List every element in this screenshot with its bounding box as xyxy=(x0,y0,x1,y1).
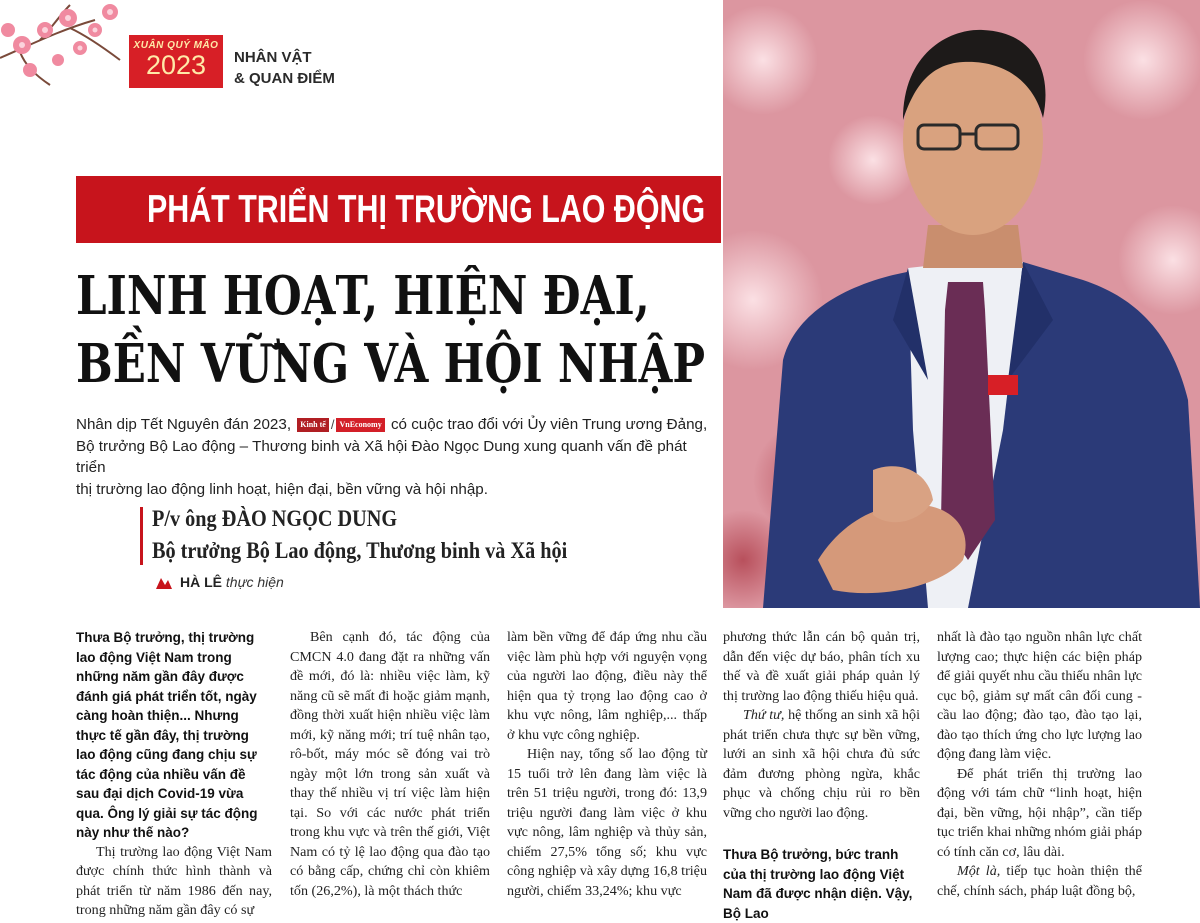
column-5-paragraph-3 xyxy=(937,862,1142,901)
author-name: HÀ LÊ xyxy=(180,574,222,590)
logo-separator: / xyxy=(330,417,335,432)
headline xyxy=(76,262,706,398)
year-badge xyxy=(129,35,223,88)
column-5-lead: Một là, xyxy=(957,863,1001,879)
column-3-paragraph-1: làm bền vững để đáp ứng nhu cầu việc làm phù hợp với nguyện vọng của người lao động, điều này thể hiện qua tỷ trọng lao động cao ở khu vực nông, lâm nghiệp,... thấp ở khu vực công nghiệp. xyxy=(507,629,707,743)
intro-text-1: Nhân dịp Tết Nguyên đán 2023, xyxy=(76,416,292,433)
cherry-blossom-icon xyxy=(0,0,140,100)
headline-line-2: BỀN VỮNG VÀ HỘI NHẬP xyxy=(76,333,706,395)
column-5-paragraph-2: Để phát triển thị trường lao động với tám chữ “linh hoạt, hiện đại, bền vững, hội nhập”, cần tiếp tục triển khai những nhóm giải pháp có tính căn cơ, lâu dài. xyxy=(937,765,1142,860)
topic-banner-text: PHÁT TRIỂN THỊ TRƯỜNG LAO ĐỘNG xyxy=(146,188,706,231)
column-5 xyxy=(937,628,1142,901)
badge-year: 2023 xyxy=(145,50,207,80)
question-2: Thưa Bộ trưởng, bức tranh của thị trường lao động Việt Nam đã được nhận diện. Vậy, Bộ Lao xyxy=(723,847,913,921)
intro-line-3: thị trường lao động linh hoạt, hiện đại, bền vững và hội nhập. xyxy=(76,480,488,498)
section-line-2: & QUAN ĐIỂM xyxy=(234,70,335,87)
intro-text-2: có cuộc trao đổi với Ủy viên Trung ương Đảng, xyxy=(390,416,708,433)
interviewee-name: P/v ông ĐÀO NGỌC DUNG xyxy=(152,506,398,531)
column-2-paragraph: Bên cạnh đó, tác động của CMCN 4.0 đang đặt ra những vấn đề mới, đó là: nhiều việc làm, kỹ năng cũ sẽ mất đi hoặc giảm mạnh, đồng thời xuất hiện nhiều việc làm mới, kỹ năng mới; trí tuệ nhân tạo, rô-bốt, máy móc sẽ đóng vai trò ngày một lớn trong sản xuất và thay thế nhiều vị trí việc làm hiện tại. So với các nước phát triển trong khu vực và trên thế giới, Việt Nam có tỷ lệ lao động qua đào tạo có bằng cấp, chứng chỉ còn khiêm tốn (26,2%), là một thách thức xyxy=(290,629,490,899)
intro-paragraph xyxy=(76,414,716,500)
column-1 xyxy=(76,628,272,921)
column-4-lead: Thứ tư, xyxy=(743,707,785,723)
intro-line-2: Bộ trưởng Bộ Lao động – Thương binh và Xã hội Đào Ngọc Dung xung quanh vấn đề phát triển xyxy=(76,437,687,476)
topic-banner xyxy=(76,176,721,243)
author-credit xyxy=(180,574,284,590)
column-2 xyxy=(290,628,490,901)
interviewee-title: Bộ trưởng Bộ Lao động, Thương binh và Xã hội xyxy=(152,538,568,563)
column-4 xyxy=(723,628,920,923)
section-line-1: NHÂN VẬT xyxy=(234,49,312,66)
minister-photo xyxy=(723,0,1200,608)
column-5-text: tiếp tục hoàn thiện thể chế, chính sách, pháp luật đồng bộ, xyxy=(937,863,1142,899)
vneconomy-logo: VnEconomy xyxy=(336,418,384,432)
question-1: Thưa Bộ trưởng, thị trường lao động Việt Nam trong những năm gần đây được đánh giá phát triển tốt, ngày càng hoàn thiện... Nhưng thực tế gần đây, thị trường lao động cũng đang chịu sự tác động của nhiều vấn đề sau đại dịch Covid-19 vừa qua. Ông lý giải sự tác động này như thế nào? xyxy=(76,630,258,840)
badge-subtitle: XUÂN QUÝ MÃO xyxy=(133,40,219,51)
column-3 xyxy=(507,628,707,901)
kinh-te-logo: Kinh tế xyxy=(297,418,329,432)
column-3-paragraph-2: Hiện nay, tổng số lao động từ 15 tuổi trở lên đang làm việc là trên 51 triệu người, trong đó: 13,9 triệu người đang làm việc ở khu vực nông, lâm nghiệp và thủy sản, chiếm 27,5% tổng số; khu vực công nghiệp và xây dựng 16,8 triệu người, chiếm 33,24%; khu vực xyxy=(507,746,707,899)
intro-line-1 xyxy=(76,414,716,436)
author-brand-icon xyxy=(155,576,173,590)
column-5-paragraph-1: nhất là đào tạo nguồn nhân lực chất lượng cao; thực hiện các biện pháp để giải quyết nhu cầu thiếu nhân lực cục bộ, giảm sự mất cân đối cung - cầu lao động; đào tạo, đào tạo lại, đào tạo thích ứng cho lực lượng lao động đang làm việc. xyxy=(937,629,1142,762)
column-4-paragraph-2 xyxy=(723,706,920,823)
section-label xyxy=(234,47,335,89)
answer-1: Thị trường lao động Việt Nam được chính thức hình thành và phát triển từ năm 1986 đến nay, trong những năm gần đây có sự xyxy=(76,843,272,918)
column-4-paragraph-1: phương thức lẫn cán bộ quản trị, dẫn đến việc dự báo, phân tích xu thế và đề xuất giải pháp quản lý thị trường lao động thiếu hiệu quả. xyxy=(723,629,920,704)
column-4-text: hệ thống an sinh xã hội phát triển chưa thực sự bền vững, lưới an sinh xã hội chưa đủ sức đảm đương phòng ngừa, khắc phục và chống chịu rủi ro bền vững cho người lao động. xyxy=(723,707,920,821)
interview-accent-bar xyxy=(140,507,143,565)
author-role: thực hiện xyxy=(225,574,284,590)
headline-line-1: LINH HOẠT, HIỆN ĐẠI, xyxy=(76,265,650,327)
